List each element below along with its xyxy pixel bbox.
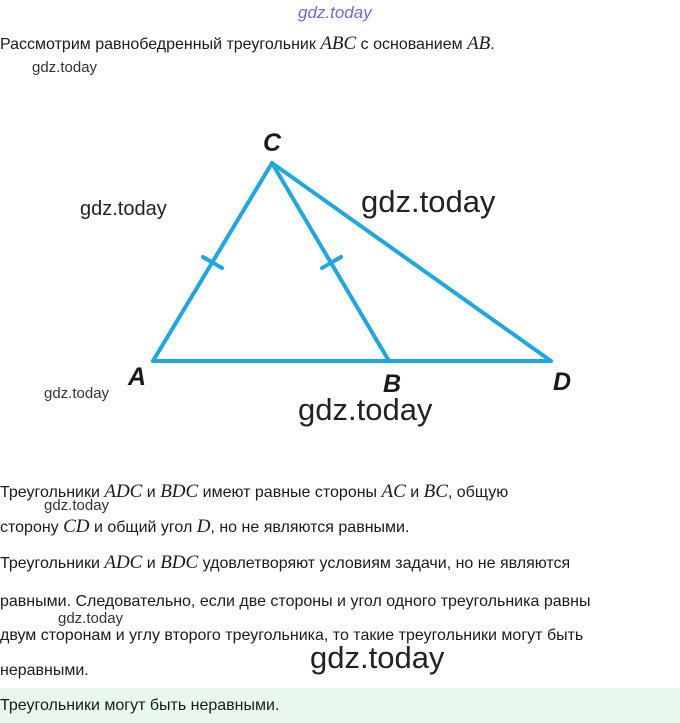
answer-box [0,688,680,723]
watermark: gdz.today [361,184,496,219]
intro-pre: Рассмотрим равнобедренный треугольник [0,36,321,53]
paragraph-2-line-3: двум сторонам и углу второго треугольника, то такие треугольники могут быть [0,627,584,644]
text: Треугольники [0,555,105,572]
math-adc: ADC [104,552,143,573]
watermark: gdz.today [44,385,110,402]
intro-mid: с основанием [356,36,468,53]
math-cd: CD [63,516,90,537]
math-d: D [196,516,211,537]
paragraph-1-line-2 [0,517,409,538]
math-ac: AC [381,481,406,502]
text: и [405,484,424,501]
label-d: D [553,368,572,396]
math-adc: ADC [104,481,143,502]
text: сторону [0,519,64,536]
math-ab: AB [467,33,491,54]
math-bc: BC [423,481,448,502]
paragraph-2-line-4: неравными. [0,662,89,679]
watermark: gdz.today [298,392,433,427]
label-a: A [128,363,147,391]
math-abc: ABC [320,33,357,54]
watermark: gdz.today [32,59,98,76]
text: удовлетворяют условиям задачи, но не являются [198,555,571,572]
watermark: gdz.today [310,640,445,675]
math-bdc: BDC [160,481,199,502]
label-c: C [263,129,282,157]
watermark: gdz.today [44,497,110,514]
answer-text: Треугольники могут быть неравными. [0,697,280,714]
intro-text [0,34,495,55]
text: , общую [447,484,509,501]
text: имеют равные стороны [198,484,382,501]
text: и [142,484,161,501]
text: , но не являются равными. [210,519,410,536]
label-b: B [383,370,402,398]
watermark-top: gdz.today [298,3,372,22]
intro-post: . [490,36,495,53]
paragraph-2-line-1 [0,553,570,574]
math-bdc: BDC [160,552,199,573]
text: и общий угол [89,519,197,536]
text: Треугольники [0,484,105,501]
paragraph-2-line-2: равными. Следовательно, если две стороны и угол одного треугольника равны [0,593,591,610]
watermark: gdz.today [80,198,167,220]
watermark: gdz.today [58,610,124,627]
text: и [142,555,161,572]
